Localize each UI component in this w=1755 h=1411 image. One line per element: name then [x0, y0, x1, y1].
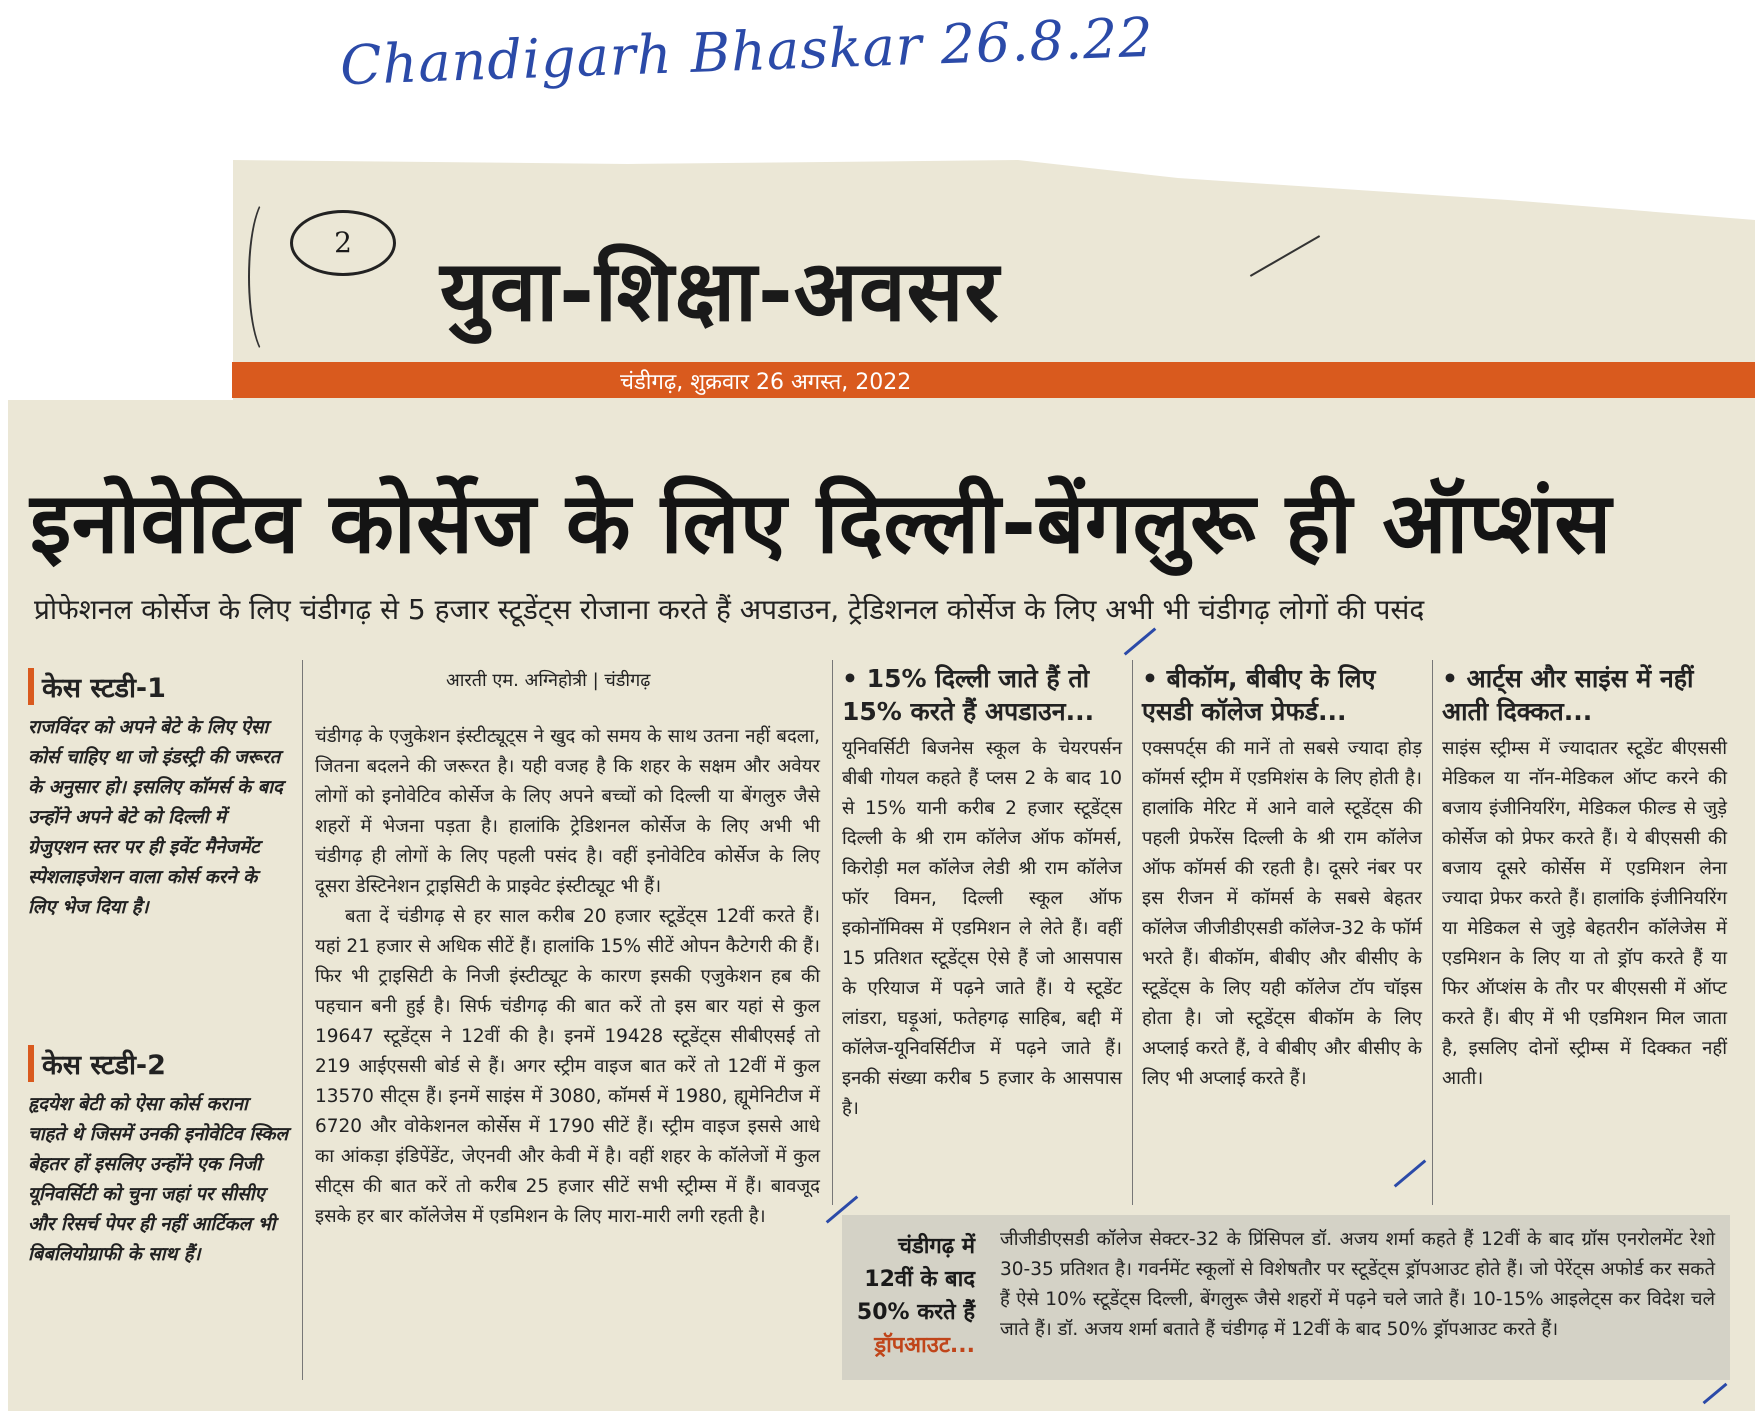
bcom-column-head: • बीकॉम, बीबीए के लिए एसडी कॉलेज प्रेफर्ड...	[1142, 664, 1376, 726]
delhi-column-head: • 15% दिल्ली जाते हैं तो 15% करते हैं अपडाउन...	[842, 664, 1095, 726]
case-study-1-body: राजविंदर को अपने बेटे के लिए ऐसा कोर्स चाहिए था जो इंडस्ट्री की जरूरत के अनुसार हो। इसलिए कॉमर्स के बाद उन्होंने अपने बेटे को दिल्ली में ग्रेजुएशन स्तर पर ही इवेंट मैनेजमेंट स्पेशलाइजेशन वाला कोर्स करने के लिए भेज दिया है।	[28, 717, 283, 918]
byline: आरती एम. अग्निहोत्री | चंडीगढ़	[446, 670, 651, 691]
main-article-para-1: चंडीगढ़ के एजुकेशन इंस्टीट्यूट्स ने खुद को समय के साथ उतना नहीं बदला, जितना बदलने की जरूरत है। यही वजह है कि शहर के सक्षम और अवेयर लोगों को इनोवेटिव कोर्सेज के लिए अपने बच्चों को दिल्ली या बेंगलुरु जैसे शहरों में भेजना पड़ता है। हालांकि ट्रेडिशनल कोर्सेज के लिए अभी भी चंडीगढ़ ही लोगों के लिए पहली पसंद है। वहीं इनोवेटिव कोर्सेज के लिए दूसरा डेस्टिनेशन ट्राइसिटी के प्राइवेट इंस्टीट्यूट भी हैं।	[315, 726, 820, 897]
arts-column-head: • आर्ट्स और साइंस में नहीं आती दिक्कत...	[1442, 664, 1694, 726]
column-divider	[1432, 660, 1433, 1205]
headline: इनोवेटिव कोर्सेज के लिए दिल्ली-बेंगलुरू ही ऑप्शंस	[30, 474, 1612, 572]
dateline: चंडीगढ़, शुक्रवार 26 अगस्त, 2022	[620, 370, 912, 395]
bcom-column-body: एक्सपर्ट्स की मानें तो सबसे ज्यादा होड़ कॉमर्स स्ट्रीम में एडमिशंस के लिए होती है। हालांकि मेरिट में आने वाले स्टूडेंट्स की पहली प्रेफरेंस दिल्ली के श्री राम कॉलेज ऑफ कॉमर्स की रहती है। दूसरे नंबर पर इस रीजन में कॉमर्स के सबसे बेहतर कॉलेज जीजीडीएसडी कॉलेज-32 के फॉर्म भरते हैं। बीकॉम, बीबीए और बीसीए के स्टूडेंट्स के लिए यही कॉलेज टॉप चॉइस होता है। जो स्टूडेंट्स बीकॉम के लिए अप्लाई करते हैं, वे बीबीए और बीसीए के लिए भी अप्लाई करते हैं।	[1142, 738, 1422, 1089]
main-article	[315, 722, 820, 1232]
case-study-1	[28, 668, 288, 923]
section-band	[232, 362, 1755, 398]
column-divider	[832, 660, 833, 1205]
case-study-1-title: केस स्टडी-1	[28, 668, 288, 705]
column-divider	[302, 660, 303, 1380]
pen-curve-mark	[248, 195, 292, 359]
dropout-callout-label-main: चंडीगढ़ में 12वीं के बाद 50% करते हैं	[856, 1234, 975, 1325]
dropout-callout-label	[850, 1230, 975, 1362]
delhi-column-body: यूनिवर्सिटी बिजनेस स्कूल के चेयरपर्सन बीबी गोयल कहते हैं प्लस 2 के बाद 10 से 15% यानी करीब 2 हजार स्टूडेंट्स दिल्ली के श्री राम कॉलेज ऑफ कॉमर्स, किरोड़ी मल कॉलेज लेडी श्री राम कॉलेज फॉर विमन, दिल्ली स्कूल ऑफ इकोनॉमिक्स में एडमिशन ले लेते हैं। वहीं 15 प्रतिशत स्टूडेंट्स ऐसे हैं जो आसपास के एरियाज में पढ़ने जाते हैं। ये स्टूडेंट लांडरा, घड़ूआं, फतेहगढ़ साहिब, बद्दी में कॉलेज-यूनिवर्सिटीज में पढ़ने जाते हैं। इनकी संख्या करीब 5 हजार के आसपास है।	[842, 738, 1122, 1119]
circled-number-mark: 2	[290, 210, 396, 276]
arts-column-body: साइंस स्ट्रीम्स में ज्यादातर स्टूडेंट बीएससी मेडिकल या नॉन-मेडिकल ऑप्ट करने की बजाय इंजीनियरिंग, मेडिकल फील्ड से जुड़े कोर्सेज को प्रेफर करते हैं। ये बीएससी की बजाय दूसरे कोर्सेस में एडमिशन लेना ज्यादा प्रेफर करते हैं। हालांकि इंजीनियरिंग या मेडिकल से जुड़े बेहतरीन कॉलेजेस में एडमिशन के लिए या तो ड्रॉप करते हैं या फिर ऑप्शंस के तौर पर बीएससी में ऑप्ट करते हैं। बीए में भी एडमिशन मिल जाता है, इसलिए दोनों स्ट्रीम्स में दिक्कत नहीं आती।	[1442, 738, 1727, 1089]
dropout-callout-label-accent: ड्रॉपआउट...	[874, 1333, 975, 1358]
column-divider	[1132, 660, 1133, 1205]
case-study-2-body: हृदयेश बेटी को ऐसा कोर्स कराना चाहते थे जिसमें उनकी इनोवेटिव स्किल बेहतर हों इसलिए उन्होंने एक निजी यूनिवर्सिटी को चुना जहां पर सीसीए और रिसर्च पेपर ही नहीं आर्टिकल भी बिबलियोग्राफी के साथ हैं।	[28, 1094, 288, 1265]
subheadline: प्रोफेशनल कोर्सेज के लिए चंडीगढ़ से 5 हजार स्टूडेंट्स रोजाना करते हैं अपडाउन, ट्रेडिशनल कोर्सेज के लिए अभी भी चंडीगढ़ लोगों की पसंद	[34, 593, 1425, 626]
main-article-para-2: बता दें चंडीगढ़ से हर साल करीब 20 हजार स्टूडेंट्स 12वीं करते हैं। यहां 21 हजार से अधिक सीटें हैं। हालांकि 15% सीटें ओपन कैटेगरी की हैं। फिर भी ट्राइसिटी के निजी इंस्टीट्यूट के कारण इसकी एजुकेशन हब की पहचान बनी हुई है। सिर्फ चंडीगढ़ की बात करें तो इस बार यहां से कुल 19647 स्टूडेंट्स ने 12वीं की है। इनमें 19428 स्टूडेंट्स सीबीएसई तो 219 आईएससी बोर्ड से हैं। अगर स्ट्रीम वाइज बात करें तो 12वीं में कुल 13570 सीट्स हैं। इनमें साइंस में 3080, कॉमर्स में 1980, ह्यूमेनिटीज में 6720 और वोकेशनल कोर्सेस में 1790 सीटें हैं। स्ट्रीम वाइज इससे आधे का आंकड़ा इंडिपेंडेंट, जेएनवी और केवी में है। वहीं शहर के कॉलेजों में कुल सीट्स की बात करें तो करीब 25 हजार सीटें सभी स्ट्रीम्स में हैं। बावजूद इसके हर बार कॉलेजेस में एडमिशन के लिए मारा-मारी लगी रहती है।	[315, 906, 820, 1227]
handwritten-source-note: Chandigarh Bhaskar 26.8.22	[339, 5, 1155, 98]
case-study-2-title: केस स्टडी-2	[28, 1045, 288, 1082]
case-study-2	[28, 1045, 288, 1270]
dropout-callout-body: जीजीडीएसडी कॉलेज सेक्टर-32 के प्रिंसिपल डॉ. अजय शर्मा कहते हैं 12वीं के बाद ग्रॉस एनरोलमेंट रेशो 30-35 प्रतिशत है। गवर्नमेंट स्कूलों से विशेषतौर पर स्टूडेंट्स ड्रॉपआउट होते हैं। जो पेरेंट्स अफोर्ड कर सकते हैं ऐसे 10% स्टूडेंट्स दिल्ली, बेंगलुरू जैसे शहरों में पढ़ने चले जाते हैं। 10-15% आइलेट्स कर विदेश चले जाते हैं। डॉ. अजय शर्मा बताते हैं चंडीगढ़ में 12वीं के बाद 50% ड्रॉपआउट करते हैं।	[1000, 1229, 1715, 1340]
section-title: युवा-शिक्षा-अवसर	[440, 242, 1000, 340]
